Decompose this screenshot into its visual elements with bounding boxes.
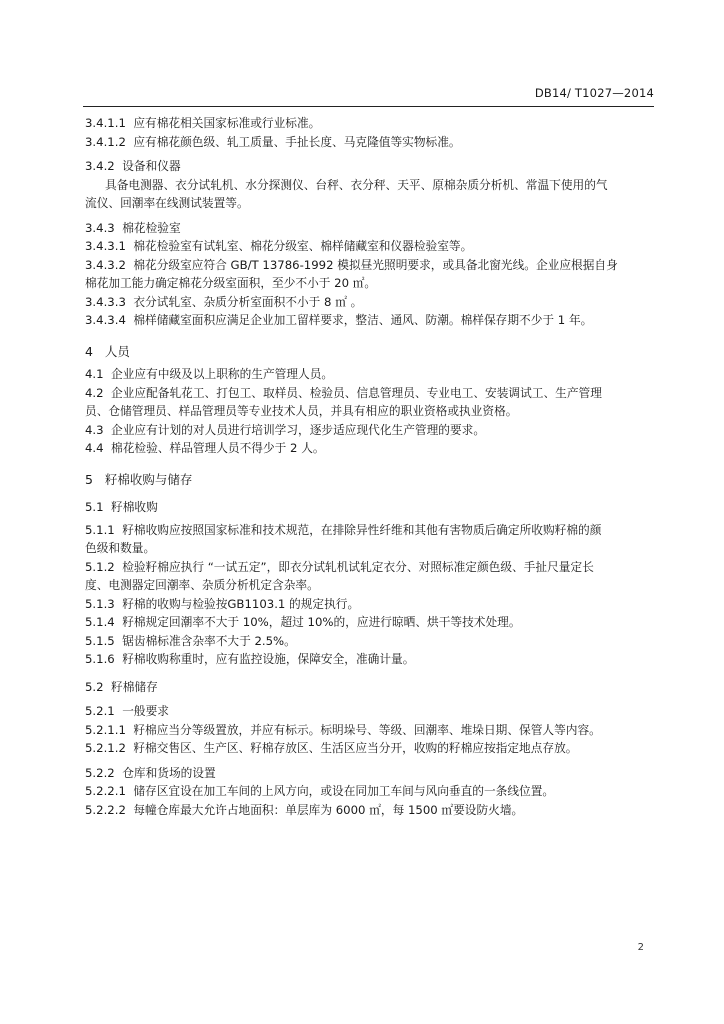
line-text: 具备电测器、衣分试轧机、水分探测仪、台秤、衣分秤、天平、原棉杂质分析机、常温下使用的气 xyxy=(105,177,608,192)
paragraph-line xyxy=(85,176,655,195)
clause-item xyxy=(85,613,655,632)
line-text: 棉样储藏室面积应满足企业加工留样要求，整洁、通风、防潮。棉样保存期不少于 1 年。 xyxy=(133,313,593,327)
page-number: 2 xyxy=(637,942,644,953)
line-text: 流仪、回潮率在线测试装置等。 xyxy=(85,196,249,210)
line-text: 籽棉收购与储存 xyxy=(104,471,193,487)
clause-heading xyxy=(85,157,655,176)
line-text: 锯齿棉标准含杂率不大于 2.5%。 xyxy=(122,633,296,648)
clause-number: 4.4 xyxy=(85,441,104,455)
clause-item xyxy=(85,133,655,152)
clause-number: 5 xyxy=(85,471,93,487)
line-text: 设备和仪器 xyxy=(122,159,181,173)
header-rule xyxy=(83,106,654,107)
clause-number: 5.1 xyxy=(85,500,104,514)
line-text: 籽棉交售区、生产区、籽棉存放区、生活区应当分开，收购的籽棉应按指定地点存放。 xyxy=(133,741,578,755)
clause-number: 5.2.2 xyxy=(85,765,115,780)
line-text: 储存区宜设在加工车间的上风方向，或设在同加工车间与风向垂直的一条线位置。 xyxy=(133,784,555,798)
clause-number: 3.4.1.1 xyxy=(85,116,126,130)
line-text: 应有棉花颜色级、轧工质量、手扯长度、马克隆值等实物标准。 xyxy=(133,134,461,149)
line-text: 籽棉储存 xyxy=(111,679,158,694)
clause-number: 3.4.3 xyxy=(85,220,115,235)
clause-item xyxy=(85,114,655,133)
line-text: 棉花检验、样品管理人员不得少于 2 人。 xyxy=(111,441,325,455)
paragraph-continuation xyxy=(85,539,655,558)
clause-item xyxy=(85,256,655,275)
line-text: 仓库和货场的设置 xyxy=(122,765,216,780)
line-text: 籽棉应当分等级置放，并应有标示。标明垛号、等级、回潮率、堆垛日期、保管人等内容。 xyxy=(133,722,601,737)
clause-number: 5.2.2.1 xyxy=(85,784,126,798)
paragraph-continuation xyxy=(85,402,655,421)
line-text: 企业应有计划的对人员进行培训学习，逐步适应现代化生产管理的要求。 xyxy=(111,422,486,437)
line-text: 籽棉收购应按照国家标准和技术规范，在排除异性纤维和其他有害物质后确定所收购籽棉的颜 xyxy=(122,522,602,537)
clause-item xyxy=(85,721,655,740)
clause-item xyxy=(85,595,655,614)
line-text: 籽棉的收购与检验按GB1103.1 的规定执行。 xyxy=(122,596,360,611)
clause-number: 3.4.3.2 xyxy=(85,257,126,272)
clause-item xyxy=(85,293,655,312)
clause-item xyxy=(85,801,655,820)
line-text: 棉花加工能力确定棉花分级室面积，至少不小于 20 ㎡。 xyxy=(85,276,377,290)
clause-item xyxy=(85,439,655,458)
clause-item xyxy=(85,521,655,540)
clause-item xyxy=(85,311,655,330)
clause-number: 3.4.3.4 xyxy=(85,313,126,327)
clause-item xyxy=(85,365,655,384)
line-text: 色级和数量。 xyxy=(85,541,156,555)
clause-item xyxy=(85,782,655,801)
paragraph-continuation xyxy=(85,194,655,213)
line-text: 检验籽棉应执行 “一试五定”，即衣分试轧机试轧定衣分、对照标准定颜色级、手扯尺量定长 xyxy=(122,559,594,574)
paragraph-continuation xyxy=(85,274,655,293)
subsection-heading xyxy=(85,678,655,697)
line-text: 度、电测器定回潮率、杂质分析机定含杂率。 xyxy=(85,578,319,592)
clause-number: 5.2.1.1 xyxy=(85,722,126,737)
clause-number: 4.2 xyxy=(85,385,104,400)
clause-heading xyxy=(85,219,655,238)
clause-item xyxy=(85,421,655,440)
clause-number: 5.1.2 xyxy=(85,559,115,574)
clause-item xyxy=(85,237,655,256)
clause-item xyxy=(85,739,655,758)
line-text: 棉花检验室有试轧室、棉花分级室、棉样储藏室和仪器检验室等。 xyxy=(133,239,473,253)
clause-number: 5.1.3 xyxy=(85,596,115,611)
line-text: 企业应配备轧花工、打包工、取样员、检验员、信息管理员、专业电工、安装调试工、生产管理 xyxy=(111,385,602,400)
clause-number: 3.4.3.3 xyxy=(85,294,126,309)
line-text: 每幢仓库最大允许占地面积：单层库为 6000 ㎡，每 1500 ㎡要设防火墙。 xyxy=(133,802,524,817)
section-heading xyxy=(85,471,655,490)
line-text: 应有棉花相关国家标准或行业标准。 xyxy=(133,116,321,130)
line-text: 员、仓储管理员、样品管理员等专业技术人员，并具有相应的职业资格或执业资格。 xyxy=(85,404,518,418)
line-text: 籽棉规定回潮率不大于 10%，超过 10%的，应进行晾晒、烘干等技术处理。 xyxy=(122,615,521,629)
line-text: 人员 xyxy=(104,343,130,359)
clause-number: 3.4.2 xyxy=(85,159,115,173)
clause-number: 5.2.1 xyxy=(85,704,115,718)
clause-number: 5.1.1 xyxy=(85,522,115,537)
line-text: 企业应有中级及以上职称的生产管理人员。 xyxy=(111,367,334,381)
clause-item xyxy=(85,632,655,651)
clause-number: 5.1.4 xyxy=(85,615,115,629)
clause-number: 5.1.6 xyxy=(85,652,115,666)
clause-item xyxy=(85,650,655,669)
line-text: 籽棉收购 xyxy=(111,500,158,514)
line-text: 棉花分级室应符合 GB/T 13786-1992 模拟昼光照明要求，或具备北窗光线。企业应根据自身 xyxy=(133,257,618,272)
clause-number: 4.1 xyxy=(85,367,104,381)
clause-number: 5.1.5 xyxy=(85,633,115,648)
line-text: 棉花检验室 xyxy=(122,220,181,235)
subsection-heading xyxy=(85,498,655,517)
clause-number: 5.2.2.2 xyxy=(85,802,126,817)
clause-number: 5.2 xyxy=(85,679,104,694)
paragraph-continuation xyxy=(85,576,655,595)
line-text: 一般要求 xyxy=(122,704,169,718)
line-text: 衣分试轧室、杂质分析室面积不小于 8 ㎡ 。 xyxy=(133,294,363,309)
document-code-header: DB14/ T1027—2014 xyxy=(534,86,654,100)
clause-number: 5.2.1.2 xyxy=(85,741,126,755)
clause-item xyxy=(85,558,655,577)
clause-number: 4.3 xyxy=(85,422,104,437)
clause-item xyxy=(85,384,655,403)
clause-number: 3.4.1.2 xyxy=(85,134,126,149)
clause-number: 4 xyxy=(85,343,93,359)
document-body xyxy=(85,114,655,819)
clause-heading xyxy=(85,702,655,721)
clause-heading xyxy=(85,764,655,783)
clause-number: 3.4.3.1 xyxy=(85,239,126,253)
section-heading xyxy=(85,343,655,362)
line-text: 籽棉收购称重时，应有监控设施，保障安全，准确计量。 xyxy=(122,652,415,666)
